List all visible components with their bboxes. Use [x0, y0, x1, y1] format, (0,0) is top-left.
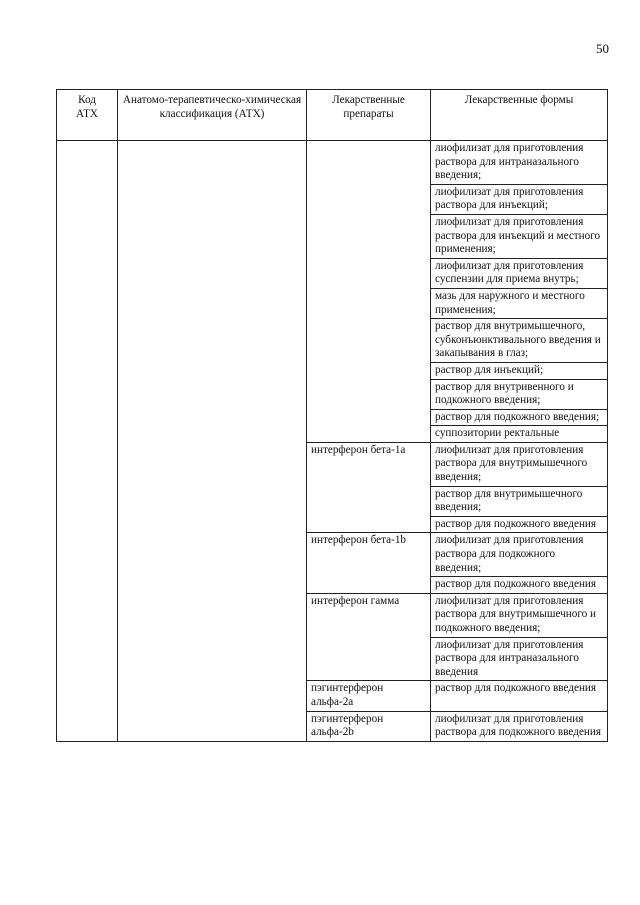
header-drugs: Лекарственные препараты — [307, 90, 431, 141]
classification-cell — [118, 141, 307, 742]
code-cell — [57, 141, 118, 742]
drug-cell-continued — [307, 141, 431, 443]
atx-table — [56, 89, 608, 742]
dosage-form-cell: лиофилизат для приготовления раствора для внутримышечного и подкожного введения; — [431, 593, 608, 637]
dosage-form-cell: лиофилизат для приготовления раствора для инъекций и местного применения; — [431, 214, 608, 258]
drug-name-cell: интерферон бета-1a — [307, 442, 431, 533]
dosage-form-cell: суппозитории ректальные — [431, 426, 608, 443]
dosage-form-cell: раствор для подкожного введения — [431, 577, 608, 594]
dosage-form-cell: раствор для подкожного введения — [431, 681, 608, 711]
dosage-form-cell: лиофилизат для приготовления раствора для подкожного введения; — [431, 533, 608, 577]
dosage-form-cell: лиофилизат для приготовления раствора для интраназального введения; — [431, 141, 608, 185]
dosage-form-cell: раствор для инъекций; — [431, 362, 608, 379]
header-code: Код АТХ — [57, 90, 118, 141]
dosage-form-cell: раствор для подкожного введения — [431, 516, 608, 533]
drug-name-cell: интерферон бета-1b — [307, 533, 431, 593]
header-classification: Анатомо-терапевтическо-химическая классификация (АТХ) — [118, 90, 307, 141]
drug-name-cell: пэгинтерферон альфа-2a — [307, 681, 431, 711]
dosage-form-cell: раствор для внутривенного и подкожного введения; — [431, 379, 608, 409]
dosage-form-cell: лиофилизат для приготовления раствора для инъекций; — [431, 184, 608, 214]
dosage-form-cell: лиофилизат для приготовления суспензии для приема внутрь; — [431, 258, 608, 288]
drug-name-cell: пэгинтерферон альфа-2b — [307, 711, 431, 741]
dosage-form-cell: мазь для наружного и местного применения; — [431, 288, 608, 318]
page-number: 50 — [596, 41, 609, 56]
dosage-form-cell: лиофилизат для приготовления раствора для внутримышечного введения; — [431, 442, 608, 486]
table-header-row — [57, 90, 608, 141]
dosage-form-cell: раствор для подкожного введения; — [431, 409, 608, 426]
dosage-form-cell: лиофилизат для приготовления раствора для интраназального введения — [431, 637, 608, 681]
header-forms: Лекарственные формы — [431, 90, 608, 141]
table-body — [57, 141, 608, 742]
dosage-form-cell: раствор для внутримышечного, субконъюнктивального введения и закапывания в глаз; — [431, 319, 608, 363]
dosage-form-cell: лиофилизат для приготовления раствора для подкожного введения — [431, 711, 608, 741]
table-row — [57, 141, 608, 185]
drug-name-cell: интерферон гамма — [307, 593, 431, 681]
dosage-form-cell: раствор для внутримышечного введения; — [431, 486, 608, 516]
